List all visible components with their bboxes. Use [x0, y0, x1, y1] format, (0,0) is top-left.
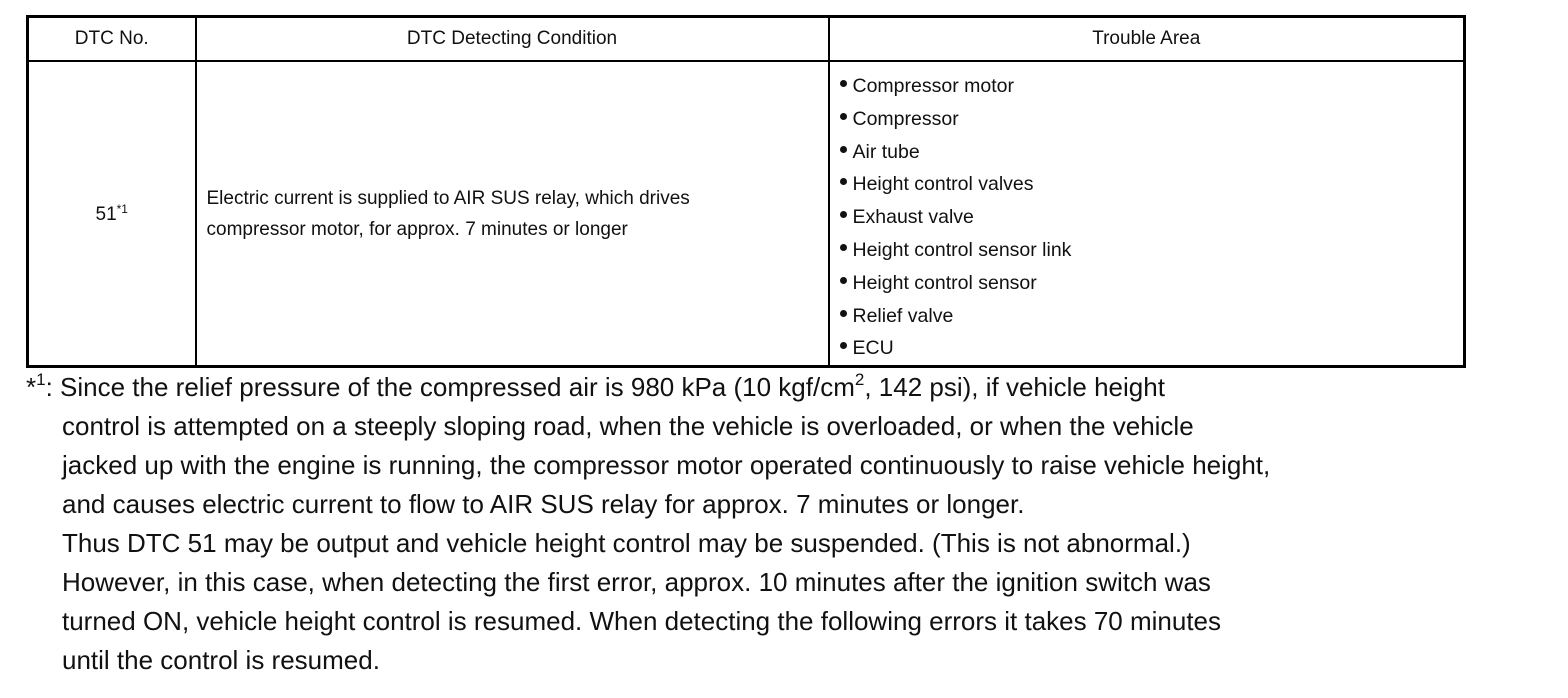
header-trouble-area: Trouble Area	[829, 17, 1465, 62]
list-item-label: Exhaust valve	[852, 206, 974, 229]
condition-cell	[196, 61, 829, 367]
list-item	[840, 70, 1464, 103]
list-item-label: Relief valve	[852, 304, 954, 327]
footnote-text: : Since the relief pressure of the compressed air is 980 kPa (10 kgf/cm	[45, 372, 855, 402]
bullet-icon	[840, 113, 847, 120]
list-item-label: Height control valves	[852, 173, 1034, 196]
trouble-area-cell	[829, 61, 1465, 367]
bullet-icon	[840, 80, 847, 87]
bullet-icon	[840, 211, 847, 218]
bullet-icon	[840, 277, 847, 284]
list-item	[840, 234, 1464, 267]
bullet-icon	[840, 310, 847, 317]
table-row	[28, 61, 1465, 367]
footnote	[26, 368, 1546, 680]
list-item-label: ECU	[852, 337, 894, 360]
dtc-number-footnote-ref: *1	[116, 201, 128, 216]
condition-line: compressor motor, for approx. 7 minutes or longer	[206, 218, 628, 240]
table-header-row	[28, 17, 1465, 62]
condition-line: Electric current is supplied to AIR SUS relay, which drives	[206, 187, 690, 209]
footnote-line: Thus DTC 51 may be output and vehicle height control may be suspended. (This is not abnormal.)	[62, 528, 1191, 558]
footnote-text: , 142 psi), if vehicle height	[864, 372, 1165, 402]
footnote-body	[26, 407, 1546, 680]
list-item	[840, 168, 1464, 201]
list-item-label: Height control sensor link	[852, 238, 1072, 261]
bullet-icon	[840, 244, 847, 251]
footnote-line: until the control is resumed.	[62, 645, 380, 675]
footnote-line: However, in this case, when detecting the first error, approx. 10 minutes after the ignition switch was	[62, 567, 1211, 597]
footnote-marker: *$^1$	[26, 370, 46, 402]
footnote-line: and causes electric current to flow to AIR SUS relay for approx. 7 minutes or longer.	[62, 489, 1025, 519]
list-item-label: Compressor motor	[852, 75, 1014, 97]
footnote-line: turned ON, vehicle height control is resumed. When detecting the following errors it takes 70 minutes	[62, 606, 1222, 636]
list-item	[840, 136, 1464, 169]
list-item-label: Compressor	[852, 107, 959, 130]
dtc-number: 51	[95, 203, 117, 225]
bullet-icon	[840, 342, 847, 349]
header-condition: DTC Detecting Condition	[196, 17, 829, 62]
list-item	[840, 332, 1464, 365]
list-item	[840, 201, 1464, 234]
bullet-icon	[840, 178, 847, 185]
header-dtc-no: DTC No.	[28, 17, 196, 62]
footnote-first-line	[26, 368, 1546, 407]
dtc-table	[26, 15, 1466, 368]
list-item	[840, 103, 1464, 136]
bullet-icon	[840, 146, 847, 153]
dtc-number-cell	[28, 61, 196, 367]
list-item	[840, 267, 1464, 300]
list-item-label: Air tube	[852, 140, 920, 163]
list-item	[840, 300, 1464, 333]
footnote-superscript: 2	[854, 370, 865, 389]
footnote-line: control is attempted on a steeply sloping road, when the vehicle is overloaded, or when the vehicle	[62, 411, 1194, 441]
trouble-area-list	[830, 62, 1464, 365]
footnote-line: jacked up with the engine is running, the compressor motor operated continuously to raise vehicle height,	[62, 450, 1271, 480]
list-item-label: Height control sensor	[852, 271, 1037, 294]
